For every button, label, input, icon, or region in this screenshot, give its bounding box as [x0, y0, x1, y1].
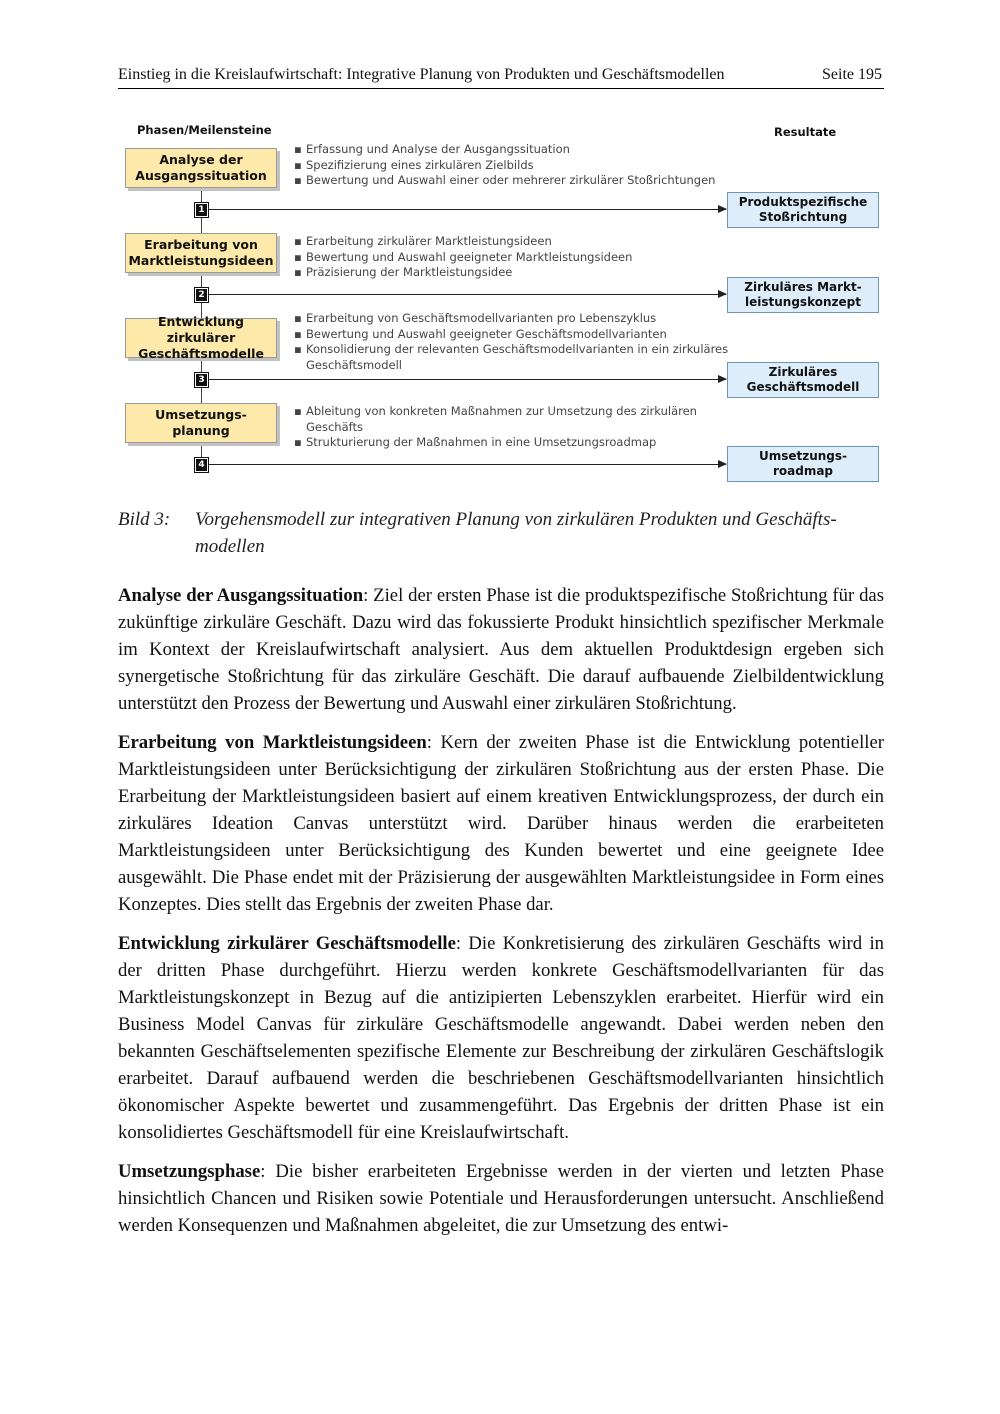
- list-item: ▪ Ableitung von konkreten Maßnahmen zur Umsetzung des zirkulären Geschäfts: [294, 404, 734, 435]
- phase-box-4: Umsetzungs- planung: [125, 403, 277, 443]
- phase-3-bullets: [294, 311, 734, 373]
- list-item: ▪ Erfassung und Analyse der Ausgangssituation: [294, 142, 734, 158]
- list-item: ▪ Strukturierung der Maßnahmen in eine Umsetzungsroadmap: [294, 435, 734, 451]
- paragraph-text: : Die Konkretisierung des zirkulären Geschäfts wird in der dritten Phase durchgeführt. Hierzu werden konkrete Geschäftsmodellvarianten für das Marktleistungskonzept in Bezug auf die antizipierten Lebenszyklen erarbeitet. Hierfür wird ein Business Model Canvas für zirkuläre Geschäftsmodelle angewandt. Dabei werden neben den bekannten Geschäftselementen spezifische Elemente zur Beschreibung der zirkulären Geschäftslogik erarbeitet. Darauf aufbauend werden die beschriebenen Geschäftsmodellvarianten hinsichtlich ökonomischer Aspekte bewertet und zusammengeführt. Das Ergebnis der dritten Phase ist ein konsolidiertes Geschäftsmodell für eine Kreislaufwirtschaft.: [118, 933, 884, 1143]
- caption-text: Vorgehensmodell zur integrativen Planung von zirkulären Produkten und Geschäftsmodellen: [195, 509, 837, 557]
- list-item: ▪ Bewertung und Auswahl einer oder mehrerer zirkulärer Stoßrichtungen: [294, 173, 734, 189]
- milestone-1: 1: [195, 203, 208, 217]
- running-title: Einstieg in die Kreislaufwirtschaft: Integrative Planung von Produkten und Geschäftsmodellen: [118, 66, 725, 83]
- result-box-1: Produktspezifische Stoßrichtung: [727, 192, 879, 228]
- arrow-3: [208, 379, 726, 380]
- paragraph: [118, 729, 884, 918]
- arrow-2: [208, 294, 726, 295]
- paragraph-heading: Erarbeitung von Marktleistungsideen: [118, 732, 427, 753]
- paragraph: [118, 1158, 884, 1239]
- milestone-3: 3: [195, 373, 208, 387]
- list-item: ▪ Bewertung und Auswahl geeigneter Geschäftsmodellvarianten: [294, 327, 734, 343]
- paragraph-text: : Ziel der ersten Phase ist die produktspezifische Stoßrichtung für das zukünftige zirkuläre Geschäft. Dazu wird das fokussierte Produkt hinsichtlich spezifischer Merkmale im Kontext der Kreislaufwirtschaft analysiert. Aus dem aktuellen Produktdesign ergeben sich synergetische Stoßrichtung für das zirkuläre Geschäft. Die darauf aufbauende Zielbildentwicklung unterstützt den Prozess der Bewertung und Auswahl einer zirkulären Stoßrichtung.: [118, 585, 884, 714]
- paragraph-heading: Entwicklung zirkulärer Geschäftsmodelle: [118, 933, 456, 954]
- caption-label: Bild 3:: [118, 509, 171, 530]
- list-item: ▪ Präzisierung der Marktleistungsidee: [294, 265, 734, 281]
- process-model-figure: [118, 118, 884, 488]
- result-box-3: Zirkuläres Geschäftsmodell: [727, 362, 879, 398]
- result-box-4: Umsetzungs- roadmap: [727, 446, 879, 482]
- paragraph-heading: Analyse der Ausgangssituation: [118, 585, 364, 606]
- list-item: ▪ Erarbeitung zirkulärer Marktleistungsideen: [294, 234, 734, 250]
- results-column-label: Resultate: [774, 125, 837, 139]
- list-item: ▪ Konsolidierung der relevanten Geschäftsmodellvarianten in ein zirkuläres Geschäftsmodell: [294, 342, 734, 373]
- milestone-2: 2: [195, 288, 208, 302]
- body-text: [118, 582, 884, 1251]
- phase-2-bullets: [294, 234, 734, 281]
- page-header: [118, 64, 884, 89]
- paragraph-heading: Umsetzungsphase: [118, 1161, 261, 1182]
- phase-4-bullets: [294, 404, 734, 451]
- list-item: ▪ Bewertung und Auswahl geeigneter Marktleistungsideen: [294, 250, 734, 266]
- phase-1-bullets: [294, 142, 734, 189]
- paragraph-text: : Kern der zweiten Phase ist die Entwicklung potentieller Marktleistungsideen unter Berücksichtigung der zirkulären Stoßrichtung aus der ersten Phase. Die Erarbeitung der Marktleistungsideen basiert auf einem kreativen Entwicklungsprozess, der durch ein zirkuläres Ideation Canvas unterstützt wird. Darüber hinaus werden die erarbeiteten Marktleistungsideen unter Berücksichtigung des Kunden bewertet und eine geeignete Idee ausgewählt. Die Phase endet mit der Präzisierung der ausgewählten Marktleistungsidee in Form eines Konzeptes. Dies stellt das Ergebnis der zweiten Phase dar.: [118, 732, 885, 915]
- phase-box-2: Erarbeitung von Marktleistungsideen: [125, 233, 277, 273]
- result-box-2: Zirkuläres Markt- leistungskonzept: [727, 277, 879, 313]
- paragraph-text: : Die bisher erarbeiteten Ergebnisse werden in der vierten und letzten Phase hinsichtlich Chancen und Risiken sowie Potentiale und Herausforderungen untersucht. Anschließend werden Konsequenzen und Maßnahmen abgeleitet, die zur Umsetzung des entwi-: [118, 1161, 884, 1236]
- list-item: ▪ Erarbeitung von Geschäftsmodellvarianten pro Lebenszyklus: [294, 311, 734, 327]
- paragraph: [118, 930, 884, 1146]
- phase-box-3: Entwicklung zirkulärer Geschäftsmodelle: [125, 318, 277, 358]
- phases-column-label: Phasen/Meilensteine: [137, 123, 272, 137]
- milestone-4: 4: [195, 458, 208, 472]
- arrow-1: [208, 209, 726, 210]
- phase-box-1: Analyse der Ausgangssituation: [125, 148, 277, 188]
- paragraph: [118, 582, 884, 717]
- list-item: ▪ Spezifizierung eines zirkulären Zielbilds: [294, 158, 734, 174]
- page-number: Seite 195: [822, 66, 882, 83]
- arrow-4: [208, 464, 726, 465]
